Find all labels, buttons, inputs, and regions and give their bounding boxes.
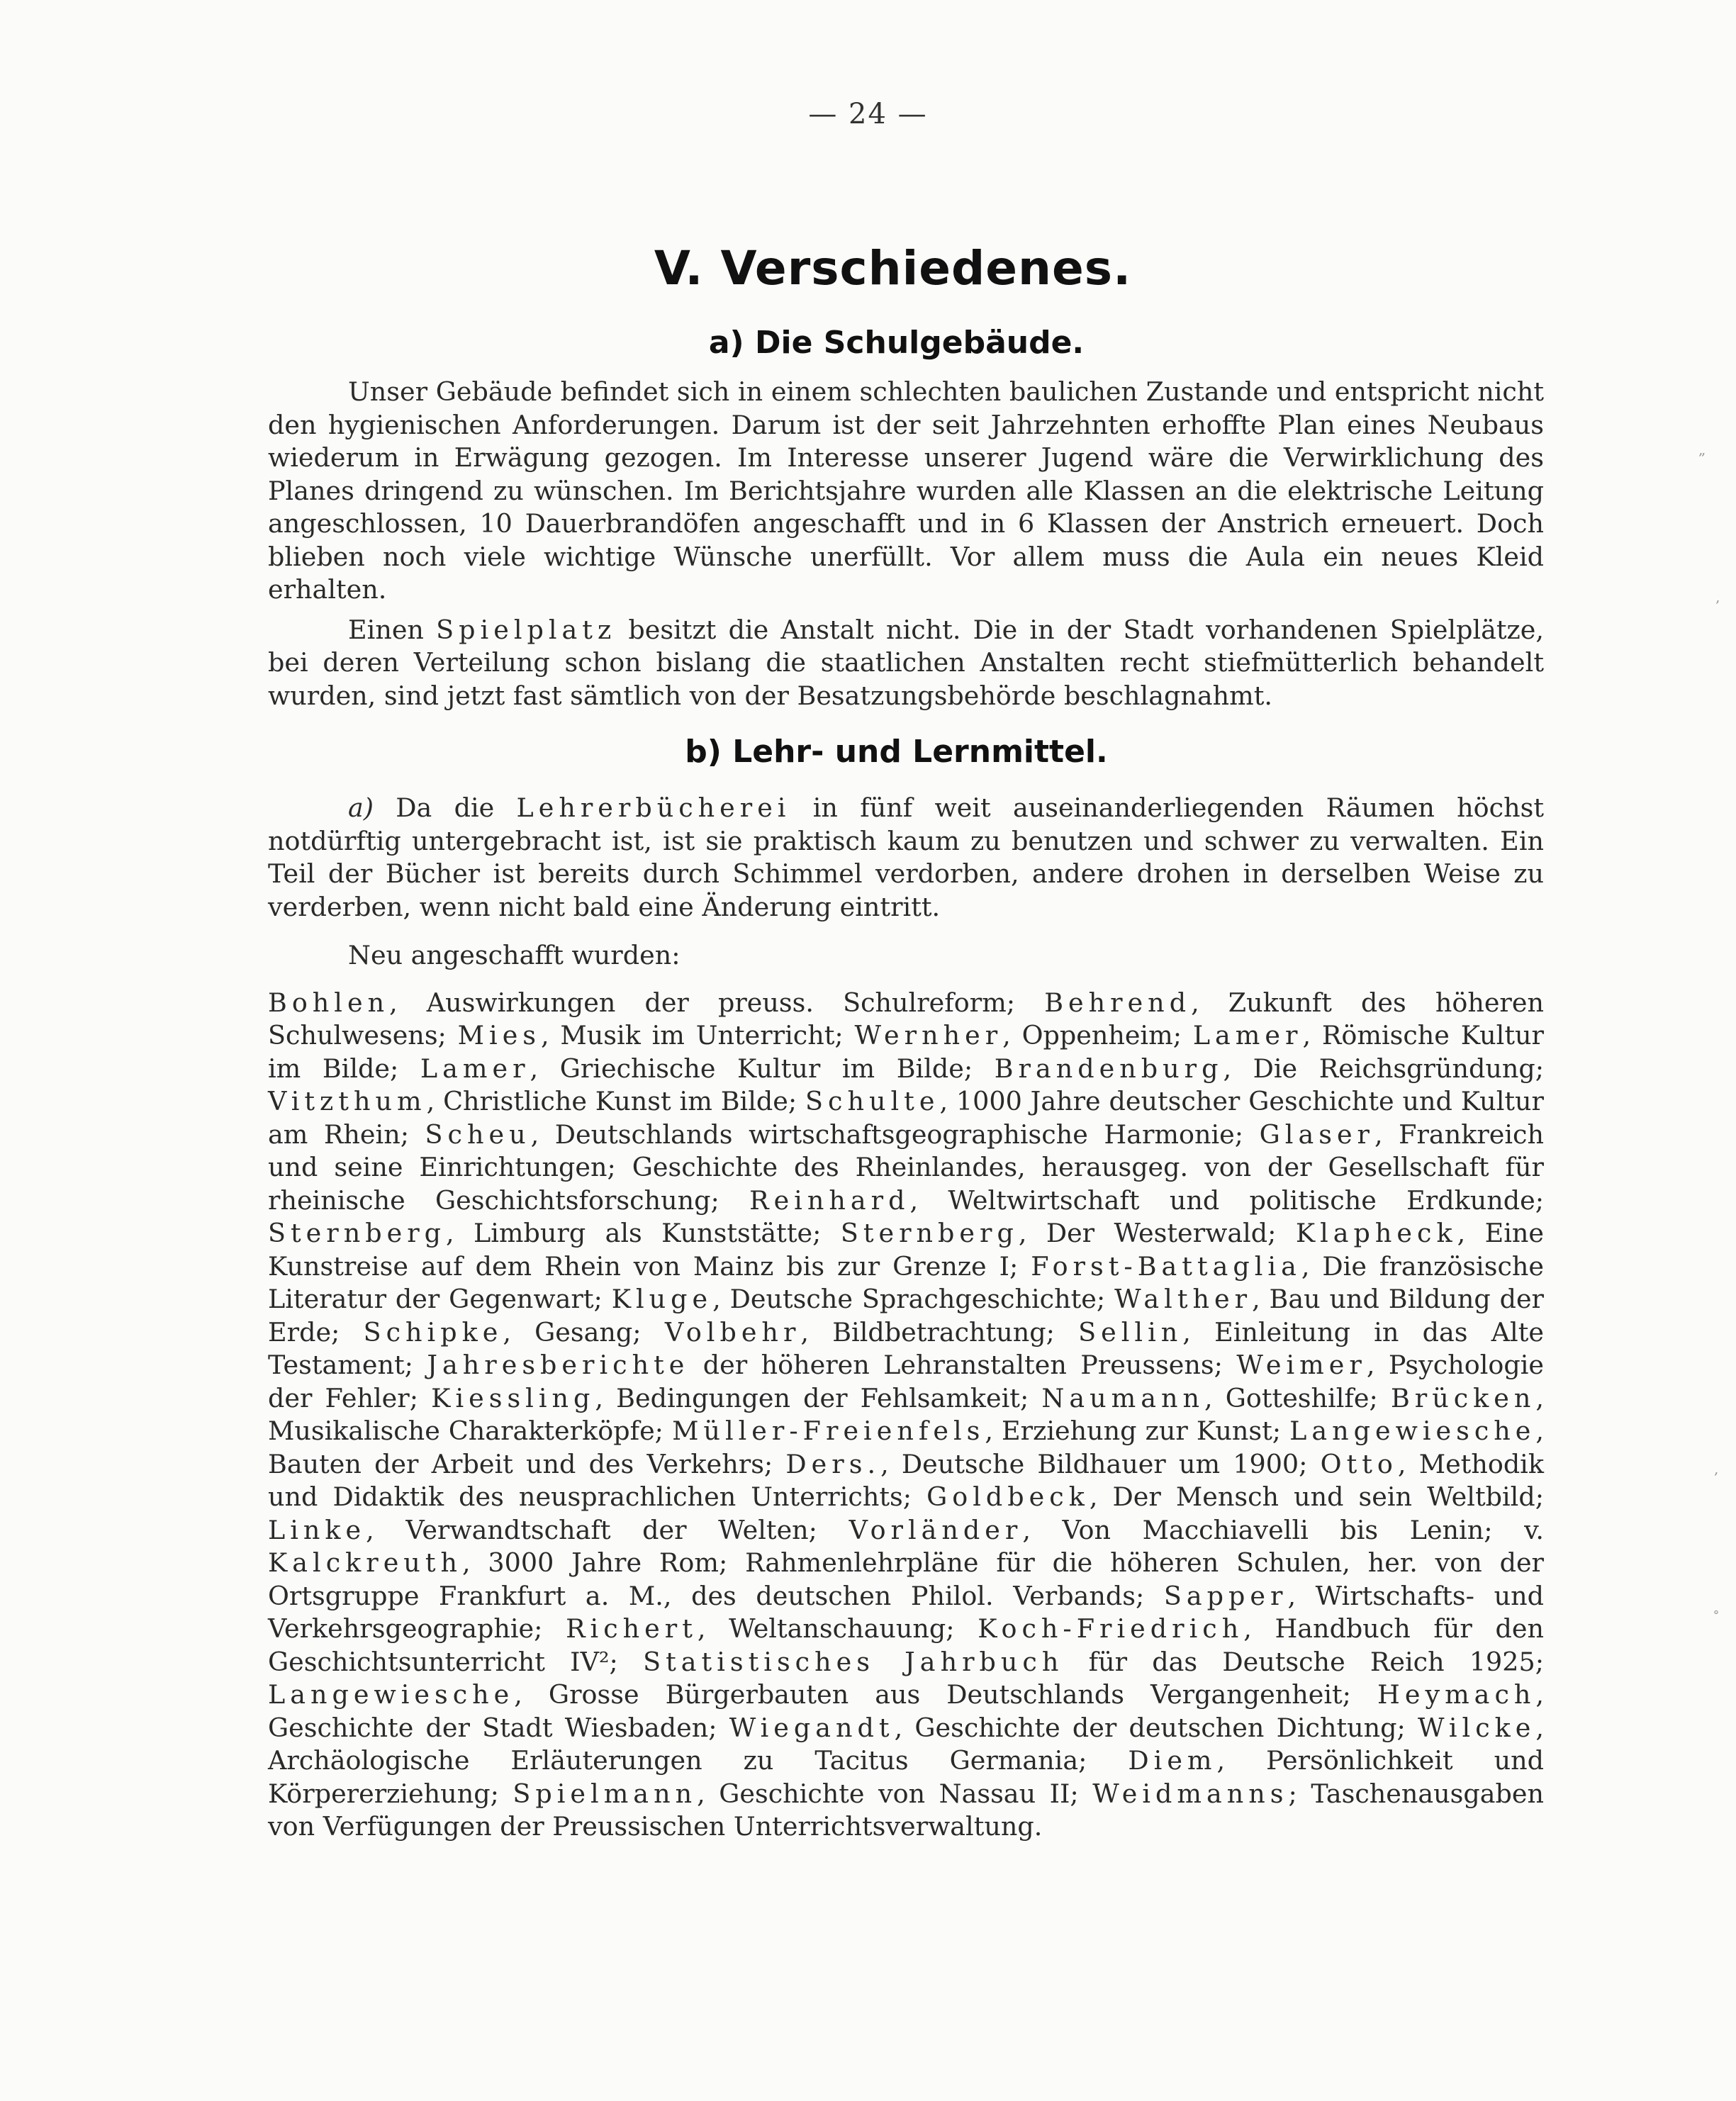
book-title: , Persönlichkeit und Körpererziehung; (268, 1745, 1544, 1809)
book-author: Forst-Battaglia (1031, 1250, 1301, 1282)
book-author: Weimer (1236, 1350, 1367, 1380)
book-title: , Musik im Unterricht; (541, 1020, 855, 1050)
book-title: , Weltwirtschaft und politische Erdkunde; (909, 1184, 1545, 1216)
book-title: , Einleitung in das Alte Testament; (268, 1316, 1544, 1380)
subsection-a-paragraph-1: Unser Gebäude befindet sich in einem schlechten baulichen Zustande und entspricht nicht den hygienischen Anforderungen. Darum ist der seit Jahrzehnten erhoffte Plan eines Neubaus wiederum in Erwägung gezogen. Im Interesse unserer Jugend wäre die Verwirklichung des Planes dringend zu wünschen. Im Berichtsjahre wurden alle Klassen an die elektrische Leitung angeschlossen, 10 Dauerbrandöfen angeschafft und in 6 Klassen der Anstrich erneuert. Doch blieben noch viele wichtige Wünsche unerfüllt. Vor allem muss die Aula ein neues Kleid erhalten. (268, 376, 1544, 605)
book-author: Sellin (1078, 1316, 1183, 1348)
book-author: Behrend (1044, 987, 1192, 1018)
book-title: , Grosse Bürgerbauten aus Deutschlands Vergangenheit; (514, 1679, 1378, 1710)
book-author: Wiegandt (729, 1712, 895, 1743)
book-title: , Christliche Kunst im Bilde; (426, 1086, 806, 1116)
margin-mark: „ (1698, 441, 1706, 458)
book-title: , Wirtschafts- und Verkehrsgeographie; (268, 1580, 1544, 1644)
book-author: Kluge (611, 1284, 713, 1314)
book-author: Brandenburg (994, 1053, 1223, 1084)
book-author: Volbehr (664, 1316, 801, 1348)
book-author: Müller-Freienfels (672, 1416, 985, 1446)
book-title: , Methodik und Didaktik des neusprachlichen Unterrichts; (268, 1448, 1544, 1512)
subsection-b-title: b) Lehr- und Lernmittel. (685, 734, 1108, 770)
book-title: , Griechische Kultur im Bilde; (530, 1053, 995, 1084)
book-author: Wernher (854, 1020, 1003, 1050)
book-title: , Musikalische Charakterköpfe; (268, 1382, 1544, 1446)
book-author: Langewiesche (1289, 1416, 1536, 1446)
book-title: , Römische Kultur im Bilde; (268, 1020, 1544, 1084)
book-author: Walther (1114, 1284, 1253, 1314)
book-title: , Der Westerwald; (1018, 1218, 1296, 1248)
book-author: Weidmanns (1092, 1778, 1289, 1809)
book-title: , 1000 Jahre deutscher Geschichte und Kultur am Rhein; (268, 1086, 1544, 1150)
paragraph-text: besitzt die Anstalt nicht. Die in der Stadt vorhandenen Spielplätze, bei deren Verteilung schon bislang die staatlichen Anstalten recht stiefmütterlich behandelt wurden, sind jetzt fast sämtlich von der Besatzungsbehörde beschlagnahmt. (268, 614, 1544, 711)
margin-mark: , (1714, 1460, 1719, 1477)
item-label: a) (348, 792, 374, 823)
section-title: V. Verschiedenes. (654, 241, 1132, 296)
book-title: , Weltanschauung; (697, 1613, 978, 1644)
book-title: , Die Reichsgründung; (1223, 1053, 1545, 1084)
paragraph-text: in fünf weit auseinanderliegenden Räumen höchst notdürftig untergebracht ist, ist sie praktisch kaum zu benutzen und schwer zu verwalten. Ein Teil der Bücher ist bereits durch Schimmel verdorben, andere drohen in derselben Weise zu verderben, wenn nicht bald eine Änderung eintritt. (268, 792, 1544, 922)
book-author: Sternberg (268, 1218, 447, 1248)
book-title: , Von Macchiavelli bis Lenin; v. (1022, 1514, 1544, 1545)
book-title: , Psychologie der Fehler; (268, 1350, 1544, 1413)
book-author: Otto (1320, 1448, 1398, 1479)
book-title: , Handbuch für den Geschichtsunterricht IV²; (268, 1613, 1544, 1677)
margin-mark: ˚ (1713, 1609, 1720, 1626)
spaced-term: Lehrerbücherei (516, 792, 791, 823)
book-author: Glaser (1259, 1119, 1374, 1150)
subsection-b-body (268, 792, 1544, 1844)
book-author: Heymach (1377, 1679, 1536, 1710)
book-title: für das Deutsche Reich 1925; (1063, 1646, 1545, 1677)
book-author: Scheu (425, 1119, 531, 1150)
book-list (268, 987, 1544, 1844)
book-title: , Verwandtschaft der Welten; (366, 1514, 849, 1545)
book-author: Ders. (785, 1448, 881, 1479)
book-title: , Archäologische Erläuterungen zu Tacitus Germania; (268, 1712, 1544, 1776)
book-title: der höheren Lehranstalten Preussens; (689, 1350, 1237, 1380)
subsection-b-paragraph-1 (268, 792, 1544, 924)
subsection-a-title: a) Die Schulgebäude. (708, 325, 1085, 361)
book-title: , Bildbetrachtung; (800, 1316, 1079, 1348)
book-author: Schipke (363, 1316, 503, 1348)
book-author: Mies (457, 1020, 542, 1050)
book-title: , Gesang; (503, 1316, 665, 1348)
book-author: Kiessling (431, 1382, 595, 1413)
book-title: , Frankreich und seine Einrichtungen; Geschichte des Rheinlandes, herausgeg. von der Gesellschaft für rheinische Geschichtsforschung; (268, 1119, 1544, 1216)
spaced-term: Spielplatz (436, 614, 617, 645)
book-author: Lamer (1192, 1020, 1303, 1050)
margin-mark: ‚ (1715, 588, 1720, 605)
book-title: , Limburg als Kunststätte; (446, 1218, 841, 1248)
subsection-b-paragraph-2: Neu angeschafft wurden: (348, 940, 681, 970)
book-author: Richert (566, 1613, 698, 1644)
book-title: ; Taschenausgaben von Verfügungen der Preussischen Unterrichtsverwaltung. (268, 1778, 1544, 1842)
book-author: Brücken (1390, 1382, 1536, 1413)
paragraph-text: Da die (374, 792, 517, 823)
subsection-a-body (268, 376, 1544, 712)
book-title: , Oppenheim; (1002, 1020, 1193, 1050)
book-author: Vitzthum (268, 1086, 427, 1116)
book-author: Naumann (1041, 1382, 1204, 1413)
book-author: Statistisches Jahrbuch (643, 1646, 1064, 1677)
book-author: Schulte (805, 1086, 940, 1116)
book-author: Wilcke (1418, 1712, 1536, 1743)
book-author: Bohlen (268, 987, 390, 1018)
book-title: , Bauten der Arbeit und des Verkehrs; (268, 1416, 1544, 1479)
book-title: , Bedingungen der Fehlsamkeit; (595, 1382, 1042, 1413)
book-author: Klapheck (1295, 1218, 1457, 1248)
book-author: Reinhard (749, 1184, 910, 1216)
book-title: , Der Mensch und sein Weltbild; (1089, 1481, 1544, 1512)
book-title: , Die französische Literatur der Gegenwart; (268, 1250, 1544, 1314)
book-title: , Gotteshilfe; (1204, 1382, 1391, 1413)
book-title: , Zukunft des höheren Schulwesens; (268, 987, 1544, 1050)
book-title: , Geschichte der deutschen Dichtung; (894, 1712, 1418, 1743)
book-author: Langewiesche (268, 1679, 515, 1710)
book-author: Lamer (420, 1053, 530, 1084)
book-title: , Erziehung zur Kunst; (985, 1416, 1290, 1446)
book-author: Linke (268, 1514, 366, 1545)
book-author: Goldbeck (926, 1481, 1090, 1512)
subsection-a-paragraph-2 (268, 614, 1544, 713)
book-title: , Deutsche Bildhauer um 1900; (880, 1448, 1321, 1479)
page-number: — 24 — (808, 98, 928, 130)
book-title: , Geschichte von Nassau II; (697, 1778, 1093, 1809)
book-author: Diem (1128, 1745, 1217, 1776)
book-title: , Auswirkungen der preuss. Schulreform; (389, 987, 1045, 1018)
book-title: , Bau und Bildung der Erde; (268, 1284, 1544, 1348)
book-author: Sternberg (840, 1218, 1019, 1248)
book-title: , 3000 Jahre Rom; Rahmenlehrpläne für die höheren Schulen, her. von der Ortsgruppe Frankfurt a. M., des deutschen Philol. Verbands; (268, 1547, 1544, 1611)
book-title: , Eine Kunstreise auf dem Rhein von Mainz bis zur Grenze I; (268, 1218, 1544, 1282)
book-author: Spielmann (513, 1778, 698, 1809)
book-author: Koch-Friedrich (978, 1613, 1244, 1644)
book-title: , Geschichte der Stadt Wiesbaden; (268, 1679, 1544, 1743)
book-author: Sapper (1163, 1580, 1288, 1611)
book-author: Jahresberichte (427, 1350, 690, 1380)
book-author: Vorländer (849, 1514, 1023, 1545)
book-title: , Deutsche Sprachgeschichte; (712, 1284, 1115, 1314)
book-title: , Deutschlands wirtschaftsgeographische Harmonie; (530, 1119, 1260, 1150)
paragraph-text: Einen (348, 614, 437, 645)
book-author: Kalckreuth (268, 1547, 462, 1578)
